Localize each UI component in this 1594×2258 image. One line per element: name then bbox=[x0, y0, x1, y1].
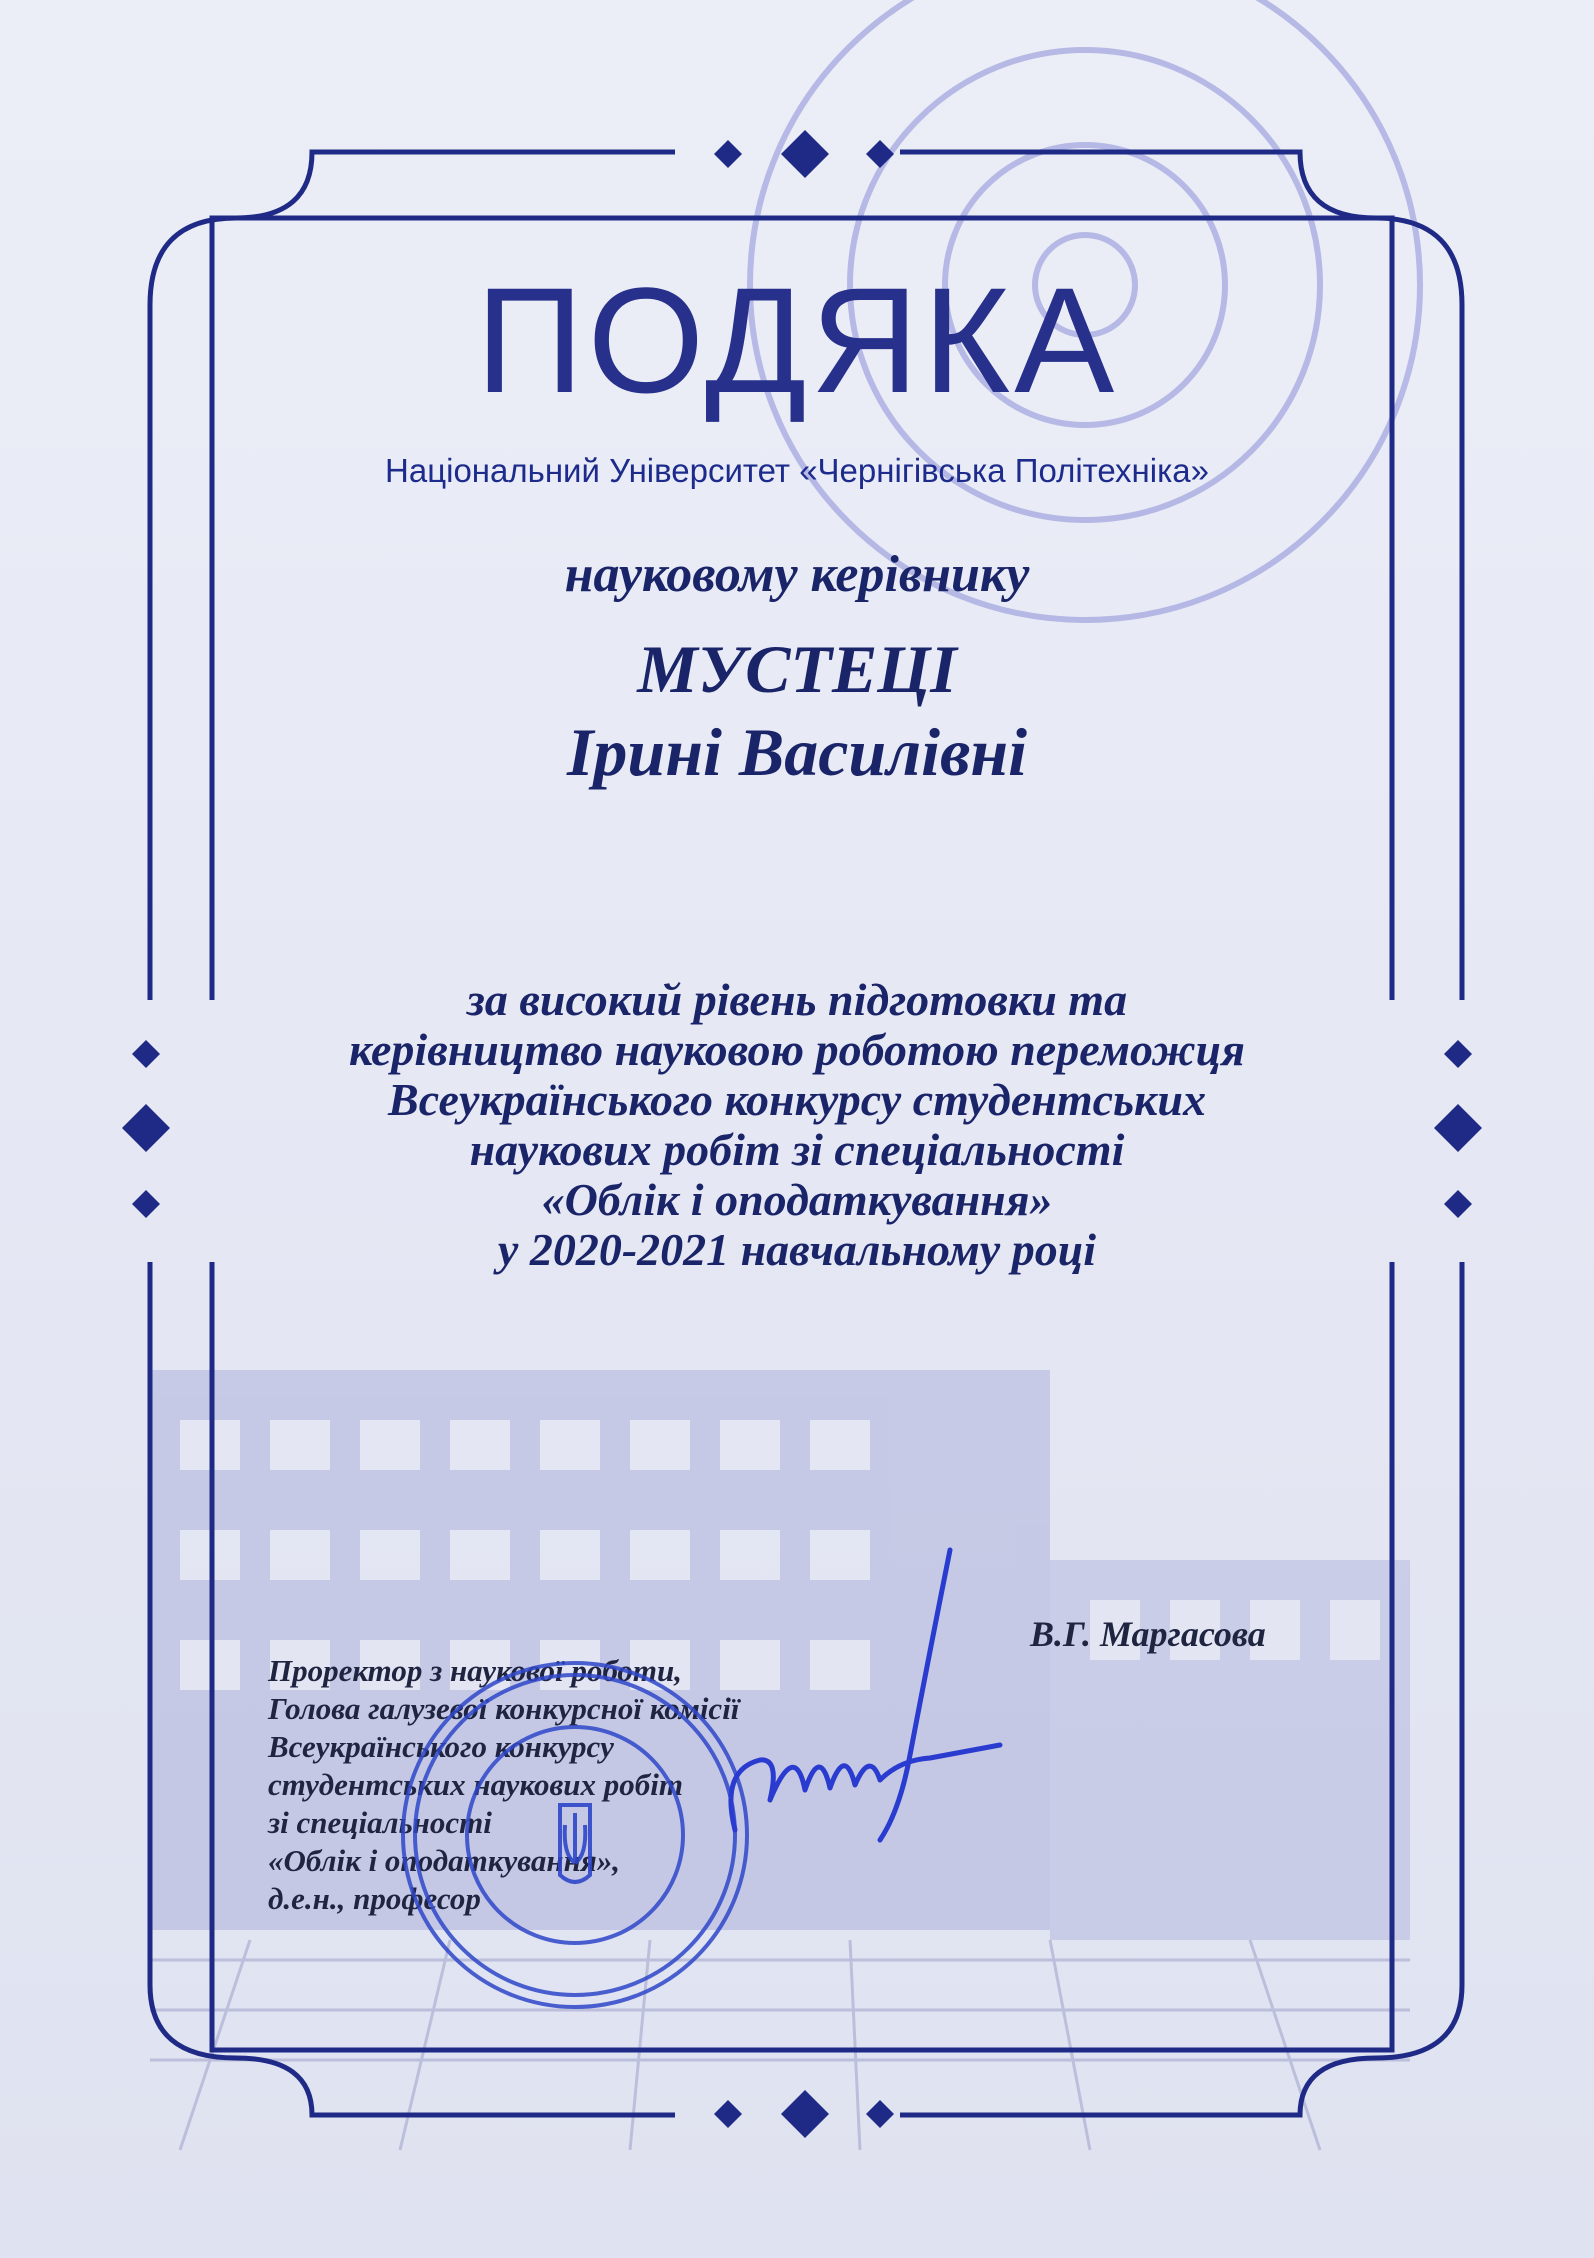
award-reason-line: у 2020-2021 навчальному році bbox=[497, 1224, 1097, 1275]
signatory-title-line: д.е.н., професор bbox=[268, 1881, 481, 1916]
diamond-top-right bbox=[866, 140, 894, 168]
award-reason-line: керівництво науковою роботою переможця bbox=[349, 1024, 1245, 1075]
diamond-left-top bbox=[132, 1040, 160, 1068]
diamond-bottom-left bbox=[714, 2100, 742, 2128]
handwritten-signature bbox=[700, 1530, 1020, 1860]
university-name: Національний Університет «Чернігівська Політехніка» bbox=[385, 452, 1209, 489]
diamond-top-left bbox=[714, 140, 742, 168]
diamond-top-center bbox=[781, 130, 829, 178]
award-reason-line: Всеукраїнського конкурсу студентських bbox=[388, 1074, 1206, 1125]
signatory-title-line: Всеукраїнського конкурсу bbox=[268, 1729, 614, 1764]
award-reason-line: «Облік і оподаткування» bbox=[541, 1174, 1053, 1225]
recipient-role: науковому керівнику bbox=[564, 546, 1030, 603]
signatory-title-line: студентських наукових робіт bbox=[268, 1767, 683, 1802]
recipient-surname: МУСТЕЦІ bbox=[637, 631, 957, 707]
trident-emblem-icon bbox=[560, 1805, 590, 1882]
diamond-left-bottom bbox=[132, 1190, 160, 1218]
signatory-title-line: «Облік і оподаткування», bbox=[268, 1843, 621, 1878]
signatory-title-line: Голова галузевої конкурсної комісії bbox=[268, 1691, 740, 1726]
recipient-given-names: Ірині Василівні bbox=[566, 714, 1028, 790]
signatory-title-line: зі спеціальності bbox=[268, 1805, 492, 1840]
award-reason-line: наукових робіт зі спеціальності bbox=[469, 1124, 1125, 1175]
diamond-bottom-right bbox=[866, 2100, 894, 2128]
page-title: ПОДЯКА bbox=[475, 256, 1119, 424]
diamond-left-center bbox=[122, 1104, 170, 1152]
award-reason bbox=[200, 975, 1394, 1275]
award-reason-line: за високий рівень підготовки та bbox=[466, 974, 1128, 1025]
signatory-title-line: Проректор з наукової роботи, bbox=[268, 1653, 683, 1688]
diamond-bottom-center bbox=[781, 2090, 829, 2138]
signatory-name: В.Г. Маргасова bbox=[1030, 1614, 1266, 1654]
